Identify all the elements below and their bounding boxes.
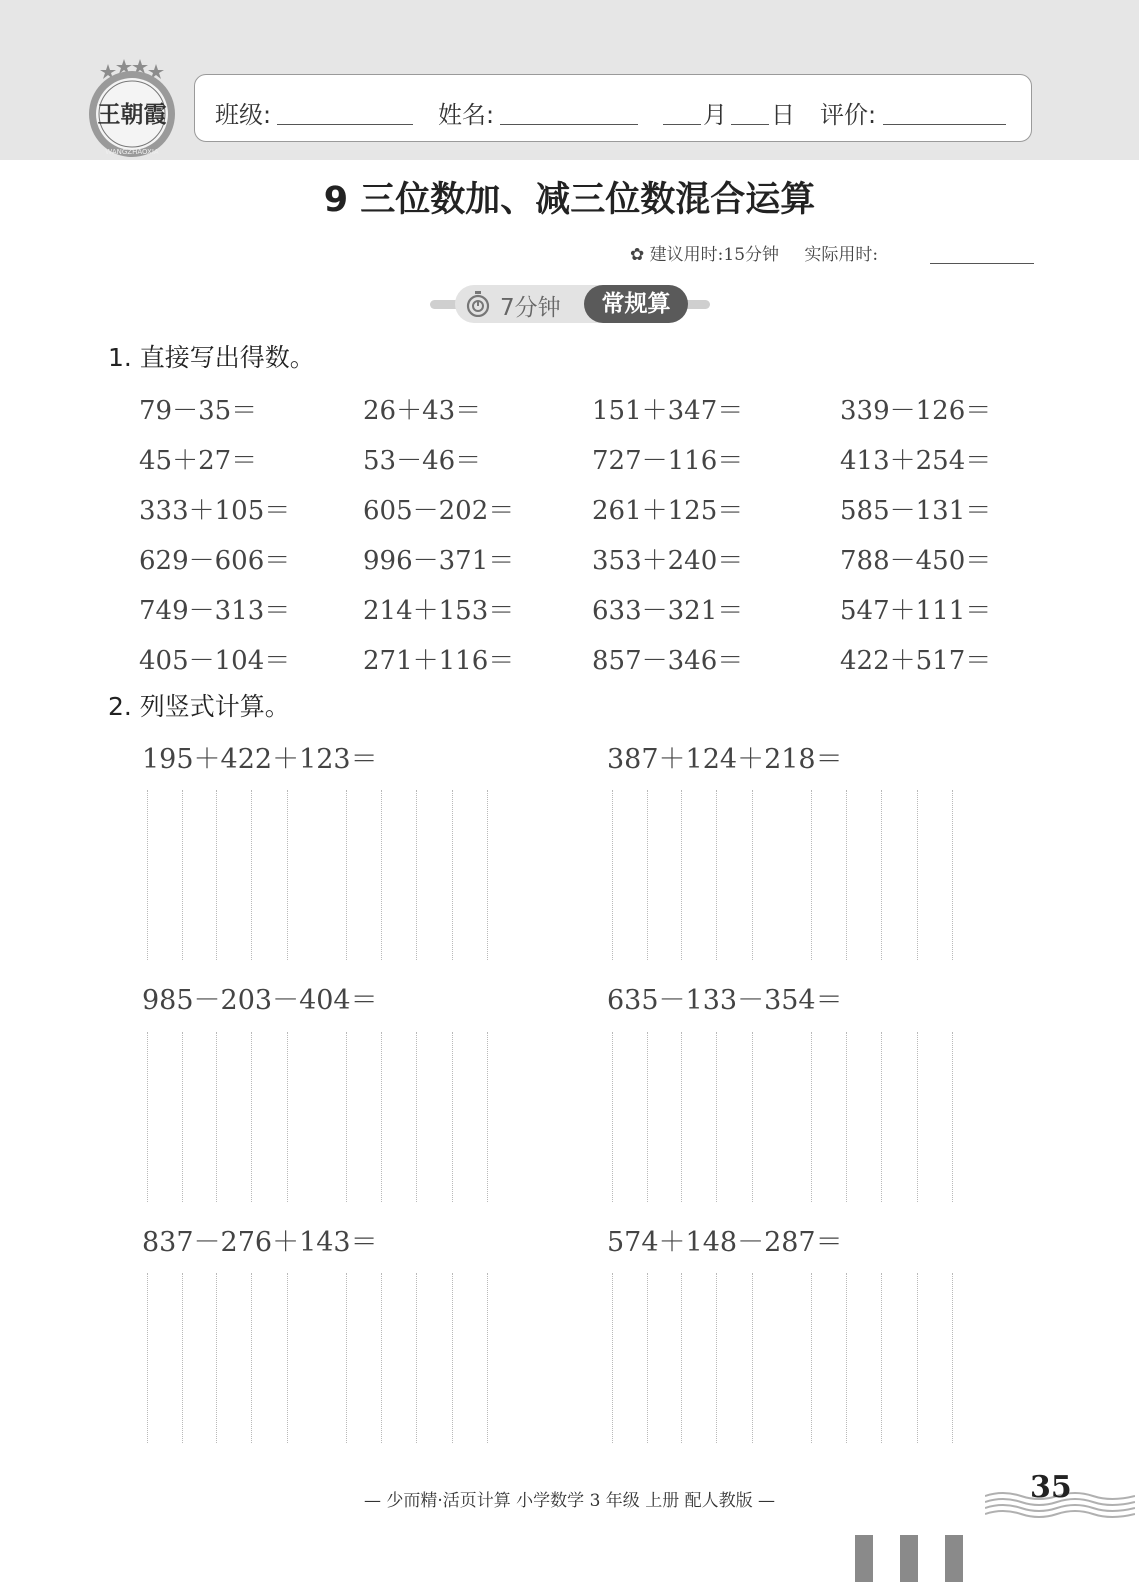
guide-line [952, 790, 953, 960]
guide-line [452, 1032, 453, 1202]
oral-calc-item: 857－346＝ [592, 646, 744, 676]
oral-calc-item: 788－450＝ [840, 546, 992, 576]
oral-calc-item: 261＋125＝ [592, 496, 744, 526]
oral-calc-item: 271＋116＝ [363, 646, 515, 676]
guide-line [487, 1273, 488, 1443]
section2-heading: 2. 列竖式计算。 [108, 692, 290, 721]
rating-field[interactable] [883, 124, 1006, 125]
guide-line [881, 1032, 882, 1202]
guide-line [846, 790, 847, 960]
guide-line [452, 790, 453, 960]
footer-text: — 少而精·活页计算 小学数学 3 年级 上册 配人教版 — [363, 1491, 776, 1511]
class-field[interactable] [277, 124, 413, 125]
guide-line [647, 1032, 648, 1202]
guide-line [811, 790, 812, 960]
oral-calc-item: 214＋153＝ [363, 596, 515, 626]
badge-tag: 常规算 [584, 285, 688, 323]
vertical-calc-problem: 574＋148－287＝ [607, 1227, 843, 1258]
page-title: 9 三位数加、减三位数混合运算 [323, 180, 816, 220]
vertical-calc-problem: 195＋422＋123＝ [142, 744, 378, 775]
guide-line [182, 790, 183, 960]
guide-line [251, 790, 252, 960]
oral-calc-item: 339－126＝ [840, 396, 992, 426]
guide-line [416, 1032, 417, 1202]
oral-calc-item: 405－104＝ [139, 646, 291, 676]
guide-line [647, 790, 648, 960]
guide-line [251, 1273, 252, 1443]
guide-line [612, 1273, 613, 1443]
badge-duration: 7分钟 [500, 295, 561, 321]
guide-line [182, 1273, 183, 1443]
time-info [630, 240, 878, 265]
guide-line [251, 1032, 252, 1202]
guide-line [811, 1273, 812, 1443]
oral-calc-item: 605－202＝ [363, 496, 515, 526]
wangzhaoxia-logo [84, 58, 180, 158]
guide-line [381, 1032, 382, 1202]
oral-calc-item: 413＋254＝ [840, 446, 992, 476]
vertical-calc-problem: 635－133－354＝ [607, 985, 843, 1016]
guide-line [216, 1032, 217, 1202]
guide-line [147, 790, 148, 960]
guide-line [716, 1273, 717, 1443]
guide-line [881, 790, 882, 960]
oral-calc-item: 79－35＝ [139, 396, 258, 426]
guide-line [487, 790, 488, 960]
student-info-box [194, 74, 1032, 142]
class-label: 班级: [215, 101, 272, 129]
guide-line [647, 1273, 648, 1443]
suggested-time: 建议用时:15分钟 [649, 245, 780, 265]
rating-label: 评价: [820, 101, 877, 129]
name-field[interactable] [500, 124, 638, 125]
guide-line [917, 790, 918, 960]
oral-calc-item: 53－46＝ [363, 446, 482, 476]
guide-line [681, 1032, 682, 1202]
page-tab [900, 1535, 918, 1582]
day-label: 日 [771, 101, 795, 129]
oral-calc-item: 333＋105＝ [139, 496, 291, 526]
guide-line [216, 790, 217, 960]
stopwatch-icon [466, 291, 490, 317]
guide-line [917, 1273, 918, 1443]
guide-line [452, 1273, 453, 1443]
oral-calc-item: 996－371＝ [363, 546, 515, 576]
oral-calc-item: 422＋517＝ [840, 646, 992, 676]
guide-line [287, 1032, 288, 1202]
guide-line [416, 1273, 417, 1443]
guide-line [287, 1273, 288, 1443]
guide-line [681, 790, 682, 960]
guide-line [917, 1032, 918, 1202]
vertical-calc-problem: 837－276＋143＝ [142, 1227, 378, 1258]
guide-line [811, 1032, 812, 1202]
guide-line [346, 1273, 347, 1443]
guide-line [846, 1273, 847, 1443]
guide-line [752, 1032, 753, 1202]
guide-line [346, 1032, 347, 1202]
guide-line [416, 790, 417, 960]
month-field[interactable] [663, 124, 701, 125]
oral-calc-item: 629－606＝ [139, 546, 291, 576]
svg-text:王朝霞: 王朝霞 [97, 101, 167, 128]
page-number: 35 [1030, 1470, 1072, 1505]
guide-line [752, 790, 753, 960]
guide-line [881, 1273, 882, 1443]
section1-heading: 1. 直接写出得数。 [108, 343, 315, 372]
guide-line [182, 1032, 183, 1202]
guide-line [716, 790, 717, 960]
oral-calc-item: 633－321＝ [592, 596, 744, 626]
guide-line [381, 1273, 382, 1443]
oral-calc-item: 151＋347＝ [592, 396, 744, 426]
guide-line [147, 1273, 148, 1443]
guide-line [846, 1032, 847, 1202]
oral-calc-item: 749－313＝ [139, 596, 291, 626]
day-field[interactable] [731, 124, 769, 125]
actual-time-field[interactable] [930, 263, 1034, 264]
guide-line [487, 1032, 488, 1202]
svg-text:WANGZHAOXIA: WANGZHAOXIA [105, 148, 159, 156]
flower-icon: ✿ [630, 245, 645, 265]
oral-calc-item: 727－116＝ [592, 446, 744, 476]
oral-calc-item: 45＋27＝ [139, 446, 258, 476]
page-tab [945, 1535, 963, 1582]
vertical-calc-problem: 387＋124＋218＝ [607, 744, 843, 775]
actual-time-label: 实际用时: [804, 245, 879, 265]
oral-calc-item: 547＋111＝ [840, 596, 992, 626]
guide-line [287, 790, 288, 960]
guide-line [346, 790, 347, 960]
guide-line [381, 790, 382, 960]
guide-line [681, 1273, 682, 1443]
guide-line [216, 1273, 217, 1443]
guide-line [952, 1032, 953, 1202]
oral-calc-item: 585－131＝ [840, 496, 992, 526]
guide-line [716, 1032, 717, 1202]
oral-calc-item: 353＋240＝ [592, 546, 744, 576]
vertical-calc-problem: 985－203－404＝ [142, 985, 378, 1016]
guide-line [147, 1032, 148, 1202]
guide-line [952, 1273, 953, 1443]
page-tab [855, 1535, 873, 1582]
guide-line [752, 1273, 753, 1443]
oral-calc-item: 26＋43＝ [363, 396, 482, 426]
name-label: 姓名: [438, 101, 495, 129]
guide-line [612, 1032, 613, 1202]
month-label: 月 [703, 101, 727, 129]
guide-line [612, 790, 613, 960]
